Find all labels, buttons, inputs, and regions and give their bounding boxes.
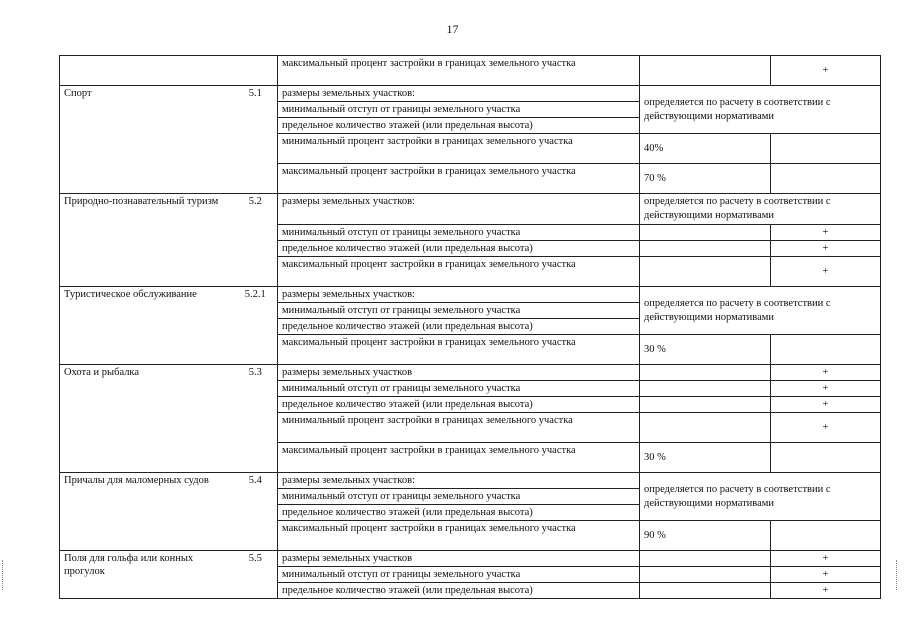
mark-cell: + (771, 551, 881, 567)
parameter-cell: минимальный отступ от границы земельного участка (278, 225, 640, 241)
parameter-cell: максимальный процент застройки в границах земельного участка (278, 56, 640, 86)
value-cell (640, 551, 771, 567)
value-cell (640, 397, 771, 413)
value-cell: 70 % (640, 164, 771, 194)
parameter-cell: предельное количество этажей (или предельная высота) (278, 505, 640, 521)
mark-cell: + (771, 397, 881, 413)
parameter-cell: предельное количество этажей (или предельная высота) (278, 241, 640, 257)
parameter-cell: размеры земельных участков: (278, 287, 640, 303)
value-cell: определяется по расчету в соответствии с действующими нормативами (640, 287, 881, 335)
table-row (60, 287, 881, 303)
activity-code: 5.2 (234, 194, 278, 287)
activity-name (60, 56, 234, 86)
parameter-cell: предельное количество этажей (или предельная высота) (278, 118, 640, 134)
activity-name: Причалы для маломерных судов (60, 473, 234, 551)
value-cell (640, 225, 771, 241)
mark-cell: + (771, 583, 881, 599)
activity-name: Спорт (60, 86, 234, 194)
parameter-cell: минимальный отступ от границы земельного участка (278, 102, 640, 118)
value-cell: определяется по расчету в соответствии с действующими нормативами (640, 194, 881, 225)
mark-cell: + (771, 241, 881, 257)
mark-cell (771, 521, 881, 551)
mark-cell: + (771, 381, 881, 397)
activity-code: 5.2.1 (234, 287, 278, 365)
parameter-cell: предельное количество этажей (или предельная высота) (278, 397, 640, 413)
page-number: 17 (446, 22, 459, 36)
mark-cell (771, 443, 881, 473)
value-cell: 30 % (640, 335, 771, 365)
mark-cell: + (771, 567, 881, 583)
mark-cell (771, 335, 881, 365)
activity-name: Природно-познавательный туризм (60, 194, 234, 287)
parameter-cell: минимальный отступ от границы земельного участка (278, 303, 640, 319)
table-row (60, 194, 881, 225)
mark-cell (771, 134, 881, 164)
value-cell (640, 241, 771, 257)
parameter-cell: размеры земельных участков: (278, 473, 640, 489)
parameter-cell: минимальный процент застройки в границах земельного участка (278, 134, 640, 164)
activity-code: 5.1 (234, 86, 278, 194)
mark-cell: + (771, 413, 881, 443)
parameter-cell: минимальный отступ от границы земельного участка (278, 567, 640, 583)
value-cell: 40% (640, 134, 771, 164)
table-row (60, 86, 881, 102)
value-cell (640, 257, 771, 287)
parameter-cell: предельное количество этажей (или предельная высота) (278, 583, 640, 599)
parameter-cell: минимальный процент застройки в границах земельного участка (278, 413, 640, 443)
activity-code: 5.3 (234, 365, 278, 473)
value-cell (640, 365, 771, 381)
parameter-cell: максимальный процент застройки в границах земельного участка (278, 335, 640, 365)
activity-name: Охота и рыбалка (60, 365, 234, 473)
table-row (60, 551, 881, 567)
value-cell: определяется по расчету в соответствии с действующими нормативами (640, 86, 881, 134)
scan-edge-mark (2, 560, 9, 590)
activity-code (234, 56, 278, 86)
mark-cell (771, 164, 881, 194)
activity-code: 5.4 (234, 473, 278, 551)
parameter-cell: максимальный процент застройки в границах земельного участка (278, 521, 640, 551)
scan-edge-mark (896, 560, 903, 590)
table-row (60, 56, 881, 86)
mark-cell: + (771, 257, 881, 287)
activity-name: Туристическое обслуживание (60, 287, 234, 365)
value-cell (640, 413, 771, 443)
parameter-cell: размеры земельных участков: (278, 86, 640, 102)
activity-name: Поля для гольфа или конных прогулок (60, 551, 234, 599)
parameter-cell: размеры земельных участков: (278, 194, 640, 225)
activity-code: 5.5 (234, 551, 278, 599)
value-cell (640, 567, 771, 583)
parameter-cell: максимальный процент застройки в границах земельного участка (278, 257, 640, 287)
value-cell (640, 583, 771, 599)
value-cell (640, 381, 771, 397)
mark-cell: + (771, 56, 881, 86)
value-cell (640, 56, 771, 86)
parameter-cell: минимальный отступ от границы земельного участка (278, 489, 640, 505)
parameter-cell: размеры земельных участков (278, 365, 640, 381)
table-row (60, 473, 881, 489)
parameter-cell: минимальный отступ от границы земельного участка (278, 381, 640, 397)
value-cell: 30 % (640, 443, 771, 473)
parameter-cell: максимальный процент застройки в границах земельного участка (278, 443, 640, 473)
mark-cell: + (771, 365, 881, 381)
parameter-cell: предельное количество этажей (или предельная высота) (278, 319, 640, 335)
parameter-cell: максимальный процент застройки в границах земельного участка (278, 164, 640, 194)
value-cell: определяется по расчету в соответствии с действующими нормативами (640, 473, 881, 521)
value-cell: 90 % (640, 521, 771, 551)
parameter-cell: размеры земельных участков (278, 551, 640, 567)
land-use-regulations-table (59, 55, 881, 599)
table-row (60, 365, 881, 381)
mark-cell: + (771, 225, 881, 241)
